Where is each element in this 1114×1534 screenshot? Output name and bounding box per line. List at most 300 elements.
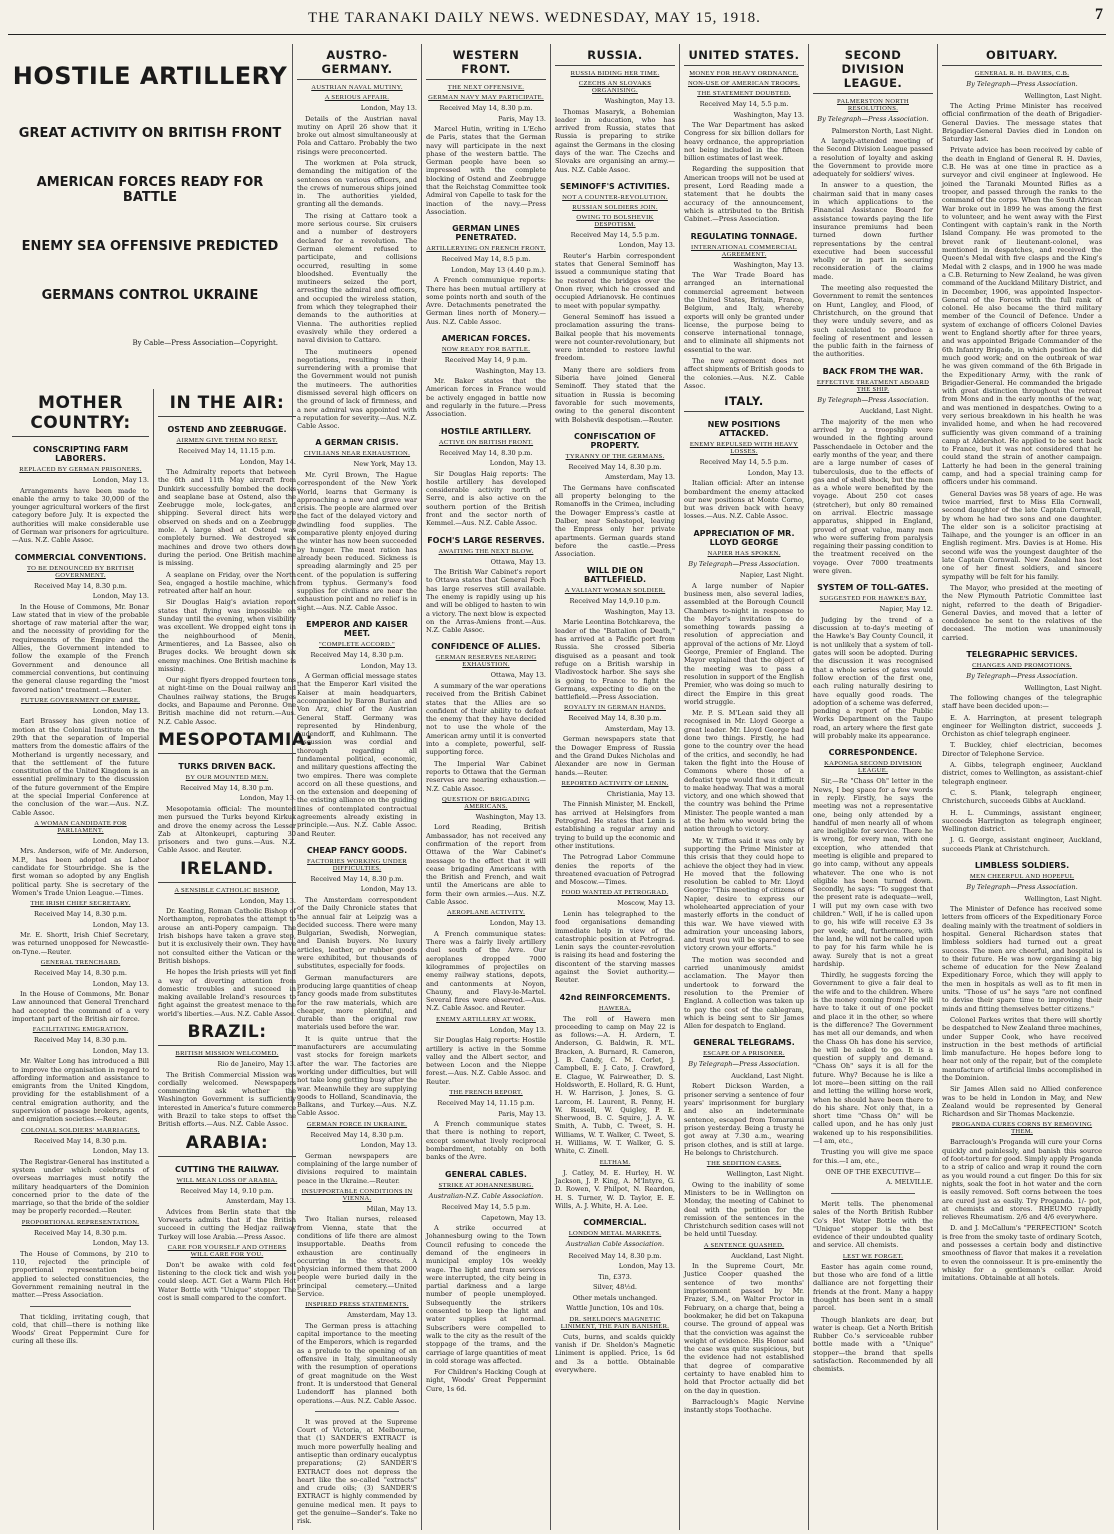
article-paragraph: In the House of Commons, Mr. Bonar Law stated that in view of the probable shortage of raw material after the war, and the necessity of providing for the requirements of the Empire and the Allies, the Government intended to follow the example of the French Government and denounce all commercial conventions, but continuing the general clause regarding the "most favored nation" treatment.—Reuter. (12, 602, 149, 694)
lead-byline: By Cable—Press Association—Copyright. (132, 339, 278, 347)
source-line: By Telegraph—Press Association. (966, 883, 1078, 892)
article-paragraph: The motion was seconded and carried unanimously amidst acclamation. The Mayor then undertook to forward the resolution to the Premier of England. A collection was taken up to pay the cost of the cablegram, which is being sent to Sir James Allen for despatch to England. (684, 955, 804, 1031)
dateline: Wellington, Last Night. (1024, 91, 1102, 100)
headline: GERMAN LINES PENETRATED. (452, 224, 520, 243)
dateline: Paris, May 13. (498, 1109, 546, 1118)
subheadline: ARTILLERYING ON FRENCH FRONT. (426, 245, 546, 253)
lead-subhead-3: ENEMY SEA OFFENSIVE PREDICTED (21, 239, 279, 254)
article-paragraph: Thirdly, he suggests forcing the Government to give a fair deal to the wife and to the children. Where is the money coming from? He will have to take it out of one pocket and place it in the other, so where is the difference? The Government has met all our demands, and when the Chass Oh has done his service, he will be asked to go. It is a question of supply and demand. "Chass Oh" says it is all for the future. Why? Because he is like a lot more—been sitting on the rail and letting the willing horse work, when he should have been there to do his share. Not only that, in a short time "Chass Oh" will be called upon, and he has only just wakened up to his responsibilities.—I am, etc., (813, 971, 933, 1146)
received-line: Received May 14,9.10 p.m. (569, 597, 661, 606)
subheadline: SUGGESTED FOR HAWKE'S BAY. (819, 595, 927, 603)
article-paragraph: The meeting also requested the Government to remit the sentences on Hunt, Langley, and Flood, of Christchurch, on the ground that they were unduly severe, and as such calculated to produce a feeling of resentment and lessen the public faith in the fairness of the authorities. (813, 284, 933, 359)
article-paragraph: Mr. Walter Long has introduced a Bill to improve the organisation in regard to affording information and assistance to emigrants from the United Kingdom, providing for the establishment of a central emigration authority, and the supervision of passage brokers, agents, and emigration societies.—Reuter. (12, 1057, 149, 1124)
article-paragraph: The British Commercial Mission was cordially welcomed. Newspapers commenting ask whether the Washington Government is sufficiently interested in America's future commerce with Brazil to take steps to offset the British efforts.—Aus. N.Z. Cable Assoc. (158, 1070, 296, 1129)
article-paragraph: A large number of Napier business men, also several ladies, assembled at the Borough Council Chambers to-night in response to the Mayor's invitation to do something towards passing a resolution of appreciation and approval of the actions of Mr. Lloyd George, Premier of England. The Mayor explained that the object of the meeting was to pass a resolution in support of the English Premier, who was doing so much to direct the Empire in this great world struggle. (684, 581, 804, 706)
subheadline: A SERIOUS AFFAIR. (324, 94, 390, 101)
article-paragraph: A French communique reports: There has been mutual artillery at some points north and south of the Avre. Detachments penetrated the German lines north of Monery.—Aus. N.Z. Cable Assoc. (426, 276, 546, 326)
source-line: By Telegraph—Press Association. (817, 395, 929, 404)
letter-signature-name: A. MELVILLE. (885, 1178, 933, 1187)
article-paragraph: Two Italian nurses, released from Vienna, state that the conditions of life there are almost insupportable. Deaths from exhaustion are continually occurring in the streets. A physician informed them that 2000 people were buried daily in the principal cemetery.—United Service. (297, 1215, 417, 1299)
dateline: London, May 13. (92, 592, 149, 601)
article-paragraph: In answer to a question, the chairman said that in many cases in which applications to the Financial Assistance Board for assistance towards paying the life insurance premiums had been turned down further representations by the central executive had been successful wholly or in part in securing reconsideration of the claims made. (813, 181, 933, 281)
article-paragraph: C. S. Plank, telegraph engineer, Christchurch, succeeds Gibbs at Auckland. (942, 788, 1102, 806)
advertisement-text: Though blankets are dear, but water is cheap. Get a North British Rubber Co.'s serviceable rubber bottle made with a "Unique" stopper—the brand that spells satisfaction. Recommended by all chemists. (813, 1315, 933, 1374)
section-title: OBITUARY. (942, 48, 1102, 66)
dateline: London, May 13. (360, 104, 417, 112)
subheadline: THE STATEMENT DOUBTED. (697, 90, 791, 97)
article-paragraph: Advices from Berlin state that the Vorwaerts admits that if the British succeed in cutting the Hedjaz railway Turkey will lose Arabia.—Press Assoc. (158, 1207, 296, 1241)
headline: CHEAP FANCY GOODS. (306, 845, 408, 855)
dateline: London, May 13. (360, 885, 417, 894)
received-line: Received May 14, 5.5 p.m. (570, 230, 660, 239)
dateline: Palmerston North, Last Night. (831, 126, 933, 135)
subheadline: AEROPLANE ACTIVITY. (446, 909, 526, 917)
subheadline: TYRANNY OF THE GERMANS. (565, 452, 665, 460)
subheadline: A SENTENCE QUASHED. (703, 1241, 785, 1249)
article-paragraph: J. Catley, M. E. Hurley, H. W. Jackson, J. P. King, A. M'Intyre, G. D. Rowen, V. Philpot, N. Reardon, H. S. Turner, W. D. Taylor, E. E. Wills, A. J. White, H. A. Lee. (555, 1168, 675, 1210)
source-line: By Telegraph—Press Association. (688, 1060, 800, 1069)
article-paragraph: Mr. Cyril Brown, The Hague correspondent of the New York World, learns that Germany is approaching a new and grave war crisis. The people are alarmed over the fact of the delayed victory and dwindling food supplies. The comparative plenty enjoyed during the winter has now been succeeded by hunger. The meat ration has already been reduced. Sickness is spreading alarmingly and 25 per cent. of the population is suffering from typhus. Germany's food supplies for civilians are near the exhaustion point and no relief is in sight.—Aus. N.Z. Cable Assoc. (297, 470, 417, 612)
article-paragraph: Arrangements have been made to enable the army to take 30,000 of the younger agricultural workers of the first category before July. It is expected the authorities will make considerable use of German war prisoners for agriculture.—Aus. N.Z. Cable Assoc. (12, 486, 149, 545)
advertisement-heading: DR. SHELDON'S MAGNETIC LINIMENT, THE PAIN BANISHER. (560, 1315, 670, 1330)
headline: SEMINOFF'S ACTIVITIES. (560, 181, 670, 191)
headline: COMMERCIAL. (583, 1218, 647, 1228)
article-paragraph: The Registrar-General has instituted a system under which celebrants of overseas marriages must notify the military headquarters of the Dominion concerned prior to the date of the marriage, so that the bride of the soldier may be properly recorded.—Reuter. (12, 1157, 149, 1216)
headline: EMPEROR AND KAISER MEET. (306, 620, 408, 639)
subheadline: GERMAN RESERVES NEARING EXHAUSTION. (435, 654, 537, 669)
subheadline: PROPORTIONAL REPRESENTATION. (21, 1218, 140, 1226)
subheadline: GERMAN FORCE IN UKRAINE. (306, 1120, 408, 1128)
lead-subhead-1: GREAT ACTIVITY ON BRITISH FRONT (18, 126, 282, 141)
article-paragraph: Sir James Allen said no Allied conference was to be held in London in May, and New Zealand would be represented by General Richardson and Sir Thomas Mackenzie. (942, 1085, 1102, 1119)
source-line: By Telegraph—Press Association. (817, 115, 929, 123)
article-paragraph: The Admiralty reports that between the 6th and 11th May aircraft from Dunkirk successfully bombed the docks and seaplane base at Ostend, also the Zeebrugge mole, lock-gates, and shipping. Several direct hits were observed on sheds and on a Zeebrugge mole. A large shed at Ostend was completely burned. We destroyed six machines and drove two others down during the period. One British machine is missing. (158, 468, 296, 568)
column-austro-germany (293, 44, 422, 1530)
received-line: Received May 14, 8.30 p.m. (439, 448, 533, 457)
dateline: London, May 13. (92, 706, 149, 715)
article-paragraph: The mutineers opened negotiations, resulting in their surrendering with a promise that the Government would not punish the mutineers. The authorities dismissed several high officers on the ground of lack of firmness, and a new admiral was appointed with a reputation for severity.—Aus. N.Z. Cable Assoc. (297, 347, 417, 431)
article-paragraph: Our night flyers dropped fourteen tons at night-time on the Douai railway and Chaulnes railway stations, the Bruges docks, and Bapaume and Peronne. One British machine did not return.—Aus. N.Z. Cable Assoc. (158, 676, 296, 726)
advertisement-heading: LEST WE FORGET. (842, 1252, 904, 1260)
market-line: Other metals unchanged. (572, 1293, 658, 1302)
article-paragraph: The Imperial War Cabinet reports to Ottawa that the German reserves are nearing exhaustion.—N.Z. Cable Assoc. (426, 759, 546, 793)
received-line: Received May 14, 11.15 p.m. (178, 447, 276, 455)
article-paragraph: Owing to the inability of some Ministers to be in Wellington on Monday, the meeting of Cabinet to deal with the petition for the remission of the sentences in the Christchurch sedition cases will not be held until Tuesday. (684, 1180, 804, 1239)
received-line: Received May 14, 8.30 p.m. (310, 1130, 404, 1139)
dateline: Moscow, May 13. (617, 899, 675, 908)
article-paragraph: Sir Douglas Haig reports: The hostile artillery has developed considerable activity north of Serre, and is also active on the southern portion of the British front and the sector north of Kemmel.—Aus. N.Z. Cable Assoc. (426, 469, 546, 528)
headline: FOCH'S LARGE RESERVES. (427, 535, 545, 545)
dateline: Washington, May 13. (475, 366, 546, 375)
source-line: By Telegraph—Press Association. (688, 559, 800, 568)
article-paragraph: The House of Commons, by 210 to 110, rejected the principle of proportional representation being applied to selected constituencies, the Government remaining neutral in the matter.—Press Association. (12, 1249, 149, 1300)
dateline: Rio de Janeiro, May 13. (217, 1060, 296, 1069)
dateline: London, May 13. (92, 1046, 149, 1055)
article-paragraph: Reuter's Harbin correspondent states that General Seminoff has issued a communique stating that he restored the bridges over the Onon river, which he crossed and occupied Adrianovsk. He continues to meet with popular sympathy. (555, 251, 675, 310)
article-paragraph: The German press is attaching capital importance to the meeting of the Emperors, which is regarded as a prelude to the opening of an offensive in Italy, simultaneously with the resumption of operations of great magnitude on the West front. It is understood that General Ludendorff has planned both operations.—Aus. N.Z. Cable Assoc. (297, 1321, 417, 1405)
article-paragraph: In the House of Commons, Mr. Bonar Law announced that General Trenchard had accepted the command of a very important part of the British air force. (12, 990, 149, 1023)
subheadline: NOW READY FOR BATTLE. (441, 346, 531, 354)
subheadline: FUTURE GOVERNMENT OF EMPIRE. (20, 696, 141, 704)
subheadline: TO BE DENOUNCED BY BRITISH GOVERNMENT. (26, 564, 135, 579)
divider (315, 1411, 399, 1412)
article-paragraph: German newspapers state that the Dowager Empress of Russia and the Grand Dukes Nicholas and Alexander are now in German hands.—Reuter. (555, 735, 675, 777)
subcolumn-mother-country (8, 389, 154, 1530)
section-title: WESTERN FRONT. (426, 48, 546, 80)
article-paragraph: J. G. George, assistant engineer, Auckland, succeeds Plank at Christchurch. (942, 836, 1102, 853)
article-paragraph: Marie Leontina Botchkareva, the leader of the "Battalion of Death," has arrived at a Pacific port from Russia. She crossed Siberia disguised as a peasant and took refuge on a British warship in Vladivostock harbor. She says she is going to France to fight the Germans, expecting to die on the battlefield.—Press Association. (555, 618, 675, 702)
advertisement-text: It was proved at the Supreme Court of Victoria, at Melbourne, that (1) SANDER'S EXTRACT is much more powerfully healing and antiseptic than ordinary eucalyptus preparations; (2) SANDER'S EXTRACT does not depress the heart like the so-called "extracts" and crude oils; (3) SANDER'S EXTRACT is highly commended by genuine medical men. It pays to get the genuine—Sander's. Take no risk. (297, 1417, 417, 1526)
subheadline: NAPIER HAS SPOKEN. (707, 549, 781, 557)
column-western-front (422, 44, 551, 1530)
dateline: Auckland, Last Night. (860, 407, 933, 416)
advertisement-heading: PROGANDA CURES CORNS BY REMOVING THEM. (951, 1121, 1093, 1136)
article-paragraph: The Minister of Defence has received some letters from officers of the Expeditionary Force dealing mainly with the treatment of soldiers in hospital. General Richardson states that limbless soldiers had turned out a great success. The men are cheerful, and hospital is to their future. He was now organising a big scheme of education for the New Zealand Expeditionary Force, which they will apply to the men in hospitals as well as to fit men in units. "Those of us" he says "are not confined to devise their spare time to improving their minds and fitting themselves better citizens." (942, 905, 1102, 1013)
headline: SYSTEM OF TOLL-GATES. (817, 583, 929, 593)
received-line: Received May 14, 8.30 p.m. (310, 874, 404, 883)
section-title: AUSTRO-GERMANY. (297, 48, 417, 80)
subheadline: ESCAPE OF A PRISONER. (703, 1050, 785, 1058)
headline: TELEGRAPHIC SERVICES. (966, 650, 1078, 659)
headline: COMMERCIAL CONVENTIONS. (14, 552, 147, 562)
subheadline: QUESTION OF BRIGADING AMERICANS. (442, 795, 530, 810)
lead-headline-block (12, 62, 288, 347)
dateline: London, May 13. (92, 979, 149, 988)
headline: CONFIDENCE OF ALLIES. (431, 642, 541, 652)
article-paragraph: Sir Douglas Haig's aviation report states that flying was impossible on Sunday until the evening, when visibility was excellent. We dropped eight tons in the neighbourhood of Menin, Armentieres, and La Bassee, also on Bruges docks. We brought down six enemy machines. One British machine is missing. (158, 598, 296, 673)
headline: REGULATING TONNAGE. (690, 231, 798, 241)
advertisement-text: Merit tells. The phenomenal sales of the North British Rubber Co's Hot Water Bottle with the "Unique" stopper is the best evidence of their undoubted quality and service. All chemists. (813, 1199, 933, 1250)
headline: 42nd REINFORCEMENTS. (559, 992, 671, 1002)
subheadline: ELTHAM. (599, 1158, 631, 1166)
received-line: Received May 14, 5.5 p.m. (699, 458, 789, 467)
article-paragraph: The Acting Prime Minister has received official confirmation of the death of Brigadier-General Davies. The message states that Brigadier-General Davies died in London on Saturday last. (942, 102, 1102, 144)
dateline: London, May 13. (239, 794, 296, 803)
headline: TURKS DRIVEN BACK. (178, 761, 276, 771)
dateline: Washington, May 13. (475, 812, 546, 821)
headline: WILL DIE ON BATTLEFIELD. (583, 566, 646, 585)
source-line: By Telegraph—Press Association. (966, 672, 1078, 680)
received-line: Received May 14, 11.15 p.m. (437, 1099, 535, 1108)
subheadline: ACTIVE ON BRITISH FRONT. (438, 438, 534, 446)
subheadline: GENERAL TRENCHARD. (40, 959, 121, 967)
subheadline: EFFECTIVE TREATMENT ABOARD THE SHIP. (816, 378, 930, 393)
dateline: London, May 13. (92, 920, 149, 929)
dateline: Washington, May 13. (733, 260, 804, 269)
subheadline: NON-USE OF AMERICAN TROOPS. (687, 80, 801, 87)
dateline: Wellington, Last Night. (726, 1170, 804, 1179)
dateline: London, May 13. (489, 459, 546, 468)
article-paragraph: The Amsterdam correspondent of the Daily Chronicle states that the annual fair at Leipzig was a decided success. There were many Bulgarian, Swedish, Norwegian, and Danish buyers. No luxury articles, leather, or rubber goods were exhibited, but thousands of substitutes, especially for foods. (297, 895, 417, 971)
dateline: London, May 14. (239, 457, 296, 466)
article-paragraph: The following changes of the telegraphic staff have been decided upon:— (942, 694, 1102, 711)
section-title: IN THE AIR: (158, 393, 296, 417)
headline: THE NEXT OFFENSIVE. (447, 84, 525, 91)
article-paragraph: The rising at Cattaro took a more serious course. Six cruisers and a number of destroyers declared for a revolution. The German element refused to participate, and collisions occurred, resulting in some bloodshed. Eventually the mutineers seized the port, arresting the admiral and officers, and occupied the wireless station, from which they telegraphed their demands to the authorities at Vienna. The authorities replied evasively while they ordered a naval division to Cattaro. (297, 211, 417, 345)
dateline: Napier, May 12. (879, 605, 933, 614)
dateline: London, May 13. (92, 1147, 149, 1156)
section-title: UNITED STATES. (684, 48, 804, 66)
received-line: Received May 14, 8.5 p.m. (441, 255, 531, 264)
received-line: Received May 14, 8.30 p.m. (310, 651, 404, 660)
article-paragraph: Sir Douglas Haig reports: Hostile artillery is active in the Somme valley and the Albert sector, and between Locon and the Nieppe forest.—Aus. N.Z. Cable Assoc. and Reuter. (426, 1036, 546, 1086)
received-line: Received May 14, 8.30 p.m. (180, 783, 274, 792)
dateline: Milan, May 13. (366, 1204, 417, 1213)
article-paragraph: The Germans have confiscated all property belonging to the Romanoffs in the Crimea, including the Dowager Empress's castle at Dalber, near Sebastopol, leaving the Empress only her private apartments. German guards stand before the castle.—Press Association. (555, 483, 675, 559)
received-line: Received May 14, 8.30 p.m. (568, 1251, 662, 1260)
source-line: Australian-N.Z. Cable Association. (428, 1191, 544, 1200)
advertisement-text: Don't be awake with cold feet listening to the clock tick and wish you could sleep. ACT. Get a Warm Pilch Hot Water Bottle with "Unique" stopper. The cost is small compared to the comfort. (158, 1260, 296, 1302)
article-paragraph: A French communique states: There was a fairly lively artillery duel south of the Avre. Our aeroplanes dropped 7000 kilogrammes of projectiles on enemy railway stations, depots, and cantonments at Noyon, Chauny, and Flavy-le-Martel. Several fires were observed.—Aus. N.Z. Cable Assoc. and Reuter. (426, 929, 546, 1013)
dateline: Amsterdam, May 13. (347, 1311, 417, 1320)
subheadline: A VALIANT WOMAN SOLDIER. (564, 587, 666, 595)
article-paragraph: The workmen at Pola struck, demanding the mitigation of the sentences on various officers, and the crews of numerous ships joined in. The authorities yielded, granting all the demands. (297, 158, 417, 209)
received-line: Received May 14, 8.30 p.m. (33, 1228, 128, 1237)
article-paragraph: A seaplane on Friday, over the North Sea, engaged a hostile machine, which retreated after half an hour. (158, 570, 296, 596)
subheadline: FOOD WANTED AT PETROGRAD. (561, 889, 669, 897)
subheadline: STRIKE AT JOHANNESBURG. (438, 1181, 534, 1189)
article-paragraph: The new agreement does not affect shipments of British goods to the colonies.—Aus. N.Z. Cable Assoc. (684, 357, 804, 390)
subheadline: FACTORIES WORKING UNDER DIFFICULTIES. (307, 857, 407, 872)
received-line: Received May 14, 8.30 p.m. (568, 462, 662, 471)
headline: CUTTING THE RAILWAY. (174, 1164, 280, 1174)
article-paragraph: German newspapers are complaining of the large number of divisions required to maintain peace in the Ukraine.—Reuter. (297, 1151, 417, 1185)
article-paragraph: Dr. Keating, Roman Catholic Bishop of Northampton, reprobates the attempt to arouse an anti-Popery campaign. The Irish bishops have taken a grave step, but it is exclusively their own. They have not consulted either the Vatican or the British bishops. (158, 907, 296, 965)
article-paragraph: He hopes the Irish priests will yet find a way of diverting attention from domestic troubles and succeed in making available Ireland's resources to fight against the greatest menace to the world's liberties.—Aus. N.Z. Cable Assoc. (158, 968, 296, 1018)
article-paragraph: Thomas Masaryk, a Bohemian leader in education, who has arrived from Russia, states that Russia is preparing to strike against the Germans in the closing days of the war. The Czechs and Slovaks are organising an army.—Aus. N.Z. Cable Assoc. (555, 107, 675, 174)
headline: OSTEND AND ZEEBRUGGE. (167, 425, 287, 434)
article-paragraph: A German official message states that the Emperor Karl visited the Kaiser at main headquarters, accompanied by Baron Burian and Von Arz, chief of the Austrian General Staff. Germany was represented by Hindenburg, Ludendorff, and Kuhlmann. The discussion was cordial and thorough regarding all fundamental political, economic, and military questions affecting the two empires. There was complete accord on all these questions, and on the extension and deepening of the existing alliance on the guiding lines of contemplated contractual agreements already existing in principle.—Aus. N.Z. Cable Assoc. and Reuter. (297, 672, 417, 838)
subheadline: THE FRENCH REPORT. (449, 1089, 523, 1097)
dateline: London, May 13. (489, 919, 546, 928)
received-line: Received May 14, 5.5 p.m. (699, 100, 789, 108)
subheadline: GERMAN NAVY MAY PARTICIPATE. (428, 94, 544, 101)
subheadline: AWAITING THE NEXT BLOW. (438, 547, 534, 555)
column-obituary (938, 44, 1106, 1530)
article-paragraph: The Finnish Minister, M. Enckell, has arrived at Helsingfors from Petrograd. He states that Lenin is establishing a regular army and trying to build up the economic and other institutions. (555, 800, 675, 850)
headline: MONEY FOR HEAVY ORDNANCE. (689, 70, 799, 77)
article-paragraph: E. A. Harrington, at present telegraph engineer for Wellington district, succeeds J. Orchiston as chief telegraph engineer. (942, 713, 1102, 739)
section-title: MESOPOTAMIA: (158, 730, 296, 754)
article-paragraph: German manufacturers are producing large quantities of cheap fancy goods made from substitutes for the raw materials, which are cheaper, more plentiful, and durable than the original raw materials used before the war. (297, 973, 417, 1032)
dateline: Amsterdam, May 13. (605, 473, 675, 482)
dateline: Ottawa, May 13. (490, 557, 546, 566)
headline: APPRECIATION OF MR. LLOYD GEORGE (693, 528, 795, 547)
article-paragraph: Colonel Parkes writes that there will shortly be despatched to New Zealand three machines, under Supper Cook, who have received instruction in the best methods of artificial limb manufacture. He hopes before long to hear not only of the repair, but of the complete manufacture of artificial limbs accomplished in the Dominion. (942, 1015, 1102, 1082)
headline: LIMBLESS SOLDIERS. (974, 861, 1070, 871)
article-paragraph: The War Department has asked Congress for six billion dollars for heavy ordnance, the appropriation not being included in the fifteen billion estimates of last week. (684, 121, 804, 163)
source-line: By Telegraph—Press Association. (966, 80, 1078, 88)
subheadline: ENEMY ARTILLERY AT WORK. (436, 1015, 536, 1023)
article-paragraph: Earl Brassey has given notice of motion at the Colonial Institute on the 29th that the separation of Imperial matters from the domestic affairs of the Motherland is urgently necessary, and that the settlement of the future constitution of the United Kingdom is an essential preliminary to the discussion of the future government of the Empire at the special Imperial Conference at the conclusion of the war.—Aus. N.Z. Cable Assoc. (12, 717, 149, 817)
dateline: Christiania, May 13. (606, 789, 675, 798)
received-line: Received May 14, 5.5 p.m. (441, 1203, 531, 1212)
subheadline: ENEMY REPULSED WITH HEAVY LOSSES. (689, 441, 799, 456)
lead-subhead-2: AMERICAN FORCES READY FOR BATTLE (36, 175, 264, 205)
dateline: New York, May 13. (353, 460, 417, 469)
received-line: Received May 14, 8.30 p.m. (33, 969, 128, 978)
received-line: Received May 14, 8.30 p.m. (439, 104, 533, 112)
article-paragraph: Trusting you will give me space for this.—I am, etc., (813, 1148, 933, 1165)
article-paragraph: The British War Cabinet's report to Ottawa states that General Foch has large reserves still available. The enemy is rapidly using up his and will be obliged to hasten to win a victory. The next blow is expected on the Arras-Amiens front.—Aus. N.Z. Cable Assoc. (426, 568, 546, 635)
subheadline: THE IRISH CHIEF SECRETARY. (30, 900, 131, 908)
subheadline: INSUPPORTABLE CONDITIONS IN VIENNA. (301, 1187, 413, 1202)
article-paragraph: The Petrograd Labor Commune denies the reports of the threatened evacuation of Petrograd and Moscow.—Times. (555, 853, 675, 887)
article-paragraph: Mr. P. S. M'Lean said they all recognised in Mr. Lloyd George a great leader. Mr. Lloyd George had done two things. Firstly, he had gone to the country over the head of the critics, and secondly, he had taken the fight into the House of Commons where those of a defeatist type would find it difficult to make headway. That was a moral victory, and one which showed that the country was behind the Prime Minister. The people wanted a man at the helm who would bring the nation through to victory. (684, 709, 804, 834)
article-paragraph: The majority of the men who arrived by a troopship were wounded in the fighting around Passchendaele in October and the early months of the year, and there are a large number of cases of tuberculosis, due to the effects of gas and of shell shock, but the men as a whole were benefited by the voyage. About 250 cot cases (stretcher), but only 80 remained on arrival. Electric massage apparatus, shipped in England, proved of great value, many men who were suffering from paralysis regaining their passing condition to the treatment received on the voyage. Over 7000 treatments were given. (813, 417, 933, 576)
dateline: Auckland, Last Night. (731, 1251, 804, 1260)
dateline: Wellington, Last Night. (1024, 894, 1102, 903)
dateline: Washington, May 13. (733, 110, 804, 119)
article-paragraph: General Davies was 58 years of age. He was twice married, first to Miss Ella Cornwall, second daughter of the late Captain Cornwall, by whom he had two sons and one daughter. The elder son is a solicitor practising at Taihape, and the younger is an officer in an English regiment. Mrs. Davies is at Home. His second wife was the youngest daughter of the late Captain Cornwall. New Zealand has lost one of her finest soldiers, and sincere sympathy will be felt for his family. (942, 489, 1102, 581)
subheadline: COLONIAL SOLDIERS' MARRIAGES. (21, 1126, 140, 1134)
article-paragraph: Lord Reading, British Ambassador, has not received any confirmation of the report from Ottawa of the War Cabinet's message to the effect that it will cease brigading Americans with the British and French, and wait until the Americans are able to form their own armies.—Aus. N.Z. Cable Assoc. (426, 823, 546, 907)
dateline: London, May 13. (239, 896, 296, 905)
headline: HOSTILE ARTILLERY. (440, 426, 532, 436)
masthead (8, 4, 1106, 35)
lead-headline: HOSTILE ARTILLERY (12, 62, 288, 90)
article-paragraph: Marcel Hutin, writing in L'Echo de Paris, states that the German navy will participate in the next phase of the western battle. The German people have been so impressed with the complete blocking of Ostend and Zeebrugge that the Reichstag Committee took Admiral von Capelle to task for the inaction of the navy.—Press Association. (426, 125, 546, 216)
section-title: BRAZIL: (158, 1022, 296, 1046)
headline: CORRESPONDENCE. (828, 748, 918, 758)
article-paragraph: In the Supreme Court, Mr. Justice Cooper quashed the sentence of two months' imprisonment passed by Mr. Frazer, S.M., on Walter Proctor in February, on a charge that, being a bookmaker, he did bet on Takapuna course. The ground of appeal was that the conviction was against the weight of evidence. His Honor said the case was quite suspicious, but the evidence had not established that degree of comparative certainty to have enabled him to hold that Proctor actually did bet on the day in question. (684, 1262, 804, 1395)
article-paragraph: Robert Dickson Warden, a prisoner serving a sentence of four years' imprisonment for burglary and also an indeterminate sentence, escaped from Tomaranui prison yesterday. Being a trusty he got away at 7.30 a.m., wearing prison clothes, and is still at large. He belongs to Christchurch. (684, 1082, 804, 1157)
article-paragraph: General Seminoff has issued a proclamation assuring the trans-Baikal people that his movements were not counter-revolutionary, but were intended to restore lawful freedom. (555, 312, 675, 363)
advertisement-text: Easter has again come round, but those who are fond of a little dalliance are not forgetting their friends at the front. Many a happy thought has been sent in a small parcel. (813, 1262, 933, 1313)
headline: BACK FROM THE WAR. (822, 366, 924, 376)
subheadline: THE SEDITION CASES. (706, 1160, 782, 1168)
received-line: Received May 14, 8.30 p.m. (33, 581, 128, 590)
dateline: London, May 13. (747, 468, 804, 477)
masthead-title: THE TARANAKI DAILY NEWS. WEDNESDAY, MAY 15, 1918. (308, 10, 761, 26)
subheadline: AIRMEN GIVE THEM NO REST. (176, 437, 278, 444)
headline: A GERMAN CRISIS. (315, 438, 399, 448)
subheadline: FACILITATING EMIGRATION. (32, 1026, 129, 1034)
dateline: London, May 13 (4.40 p.m.). (451, 265, 546, 274)
subheadline: WILL MEAN LOSS OF ARABIA. (176, 1176, 278, 1184)
page-number: 7 (1095, 6, 1104, 23)
column-russia (551, 44, 680, 1530)
subheadline: HAWERA. (598, 1004, 632, 1012)
article-paragraph: T. Buckley, chief electrician, becomes Director of Telephone Service. (942, 741, 1102, 758)
article-paragraph: Judging by the trend of a discussion at to-day's meeting of the Hawke's Bay County Council, it is not unlikely that a system of toll-gates will soon be adopted. During the discussion it was recognised that a whole series of gates would follow erection of the first one, each ruling naturally desiring to have equally good roads. The adoption of a scheme was deferred, pending a report of the Public Works Department on the Taupo road, an artery where the first gate will probably make its appearance. (813, 615, 933, 741)
divider (831, 1193, 915, 1194)
article-paragraph: A largely-attended meeting of the Second Division League passed a resolution of loyalty and asking the Government to provide more adequately for soldiers' wives. (813, 137, 933, 179)
article-paragraph: Sir,—Re "Chass Oh" letter in the News, I beg space for a few words in reply. Firstly, he says the meeting was not a representative one, being only attended by a handful of men nearly all of whom are ineligible for service. There he is wrong, for every man, with one exception, who attended that meeting is eligible and prepared to go into camp, without any appeals whatever. The one who is not eligible has been turned down. Secondly, he says: "To suggest that the present rate is adequate—well, I will put my own case with two children." Well, if he is called upon to go, his wife will receive £3 3s per week; and, furthermore, with the land, he will not be called upon to pay for his farm while he is away. Surely that is not a great hardship. (813, 777, 933, 968)
subheadline: ROYALTY IN GERMAN HANDS. (564, 704, 666, 712)
subheadline: NOT A COUNTER-REVOLUTION. (562, 193, 668, 201)
section-title: IRELAND. (158, 859, 296, 883)
subheadline: PALMERSTON NORTH RESOLUTIONS. (836, 98, 909, 112)
article-paragraph: Private advice has been received by cable of the death in England of General R. H. Davies, C.B. He was at one time in practice as a surveyor and civil engineer at Inglewood. He joined the Taranaki Mounted Rifles as a trooper, and passed through the ranks to the command of the corps. When the South African War broke out in 1899 he was among the first to volunteer, and he went away with the First Contingent with captain's rank in the North Island Company. He was promoted to the brevet rank of lieutenant-colonel, was mentioned in despatches, and received the Queen's Medal with five clasps and the King's Medal with 2 clasps, and in 1900 he was made a C.B. Returning to New Zealand, he was given command of the Auckland Military District, and in December, 1906, was appointed Inspector-General of the Forces with the full rank of colonel. He also became the third military member of the Council of Defence. Under a system of exchange of officers Colonel Davies went to England shortly after for three years, and was appointed Brigade Commander of the 6th Infantry Brigade, in which position he did much good work; and on the outbreak of war he was given command of the 6th Brigade in the Expeditionary Army, with the rank of Brigadier-General. He commanded the brigade with great distinction throughout the retreat from Mons and in the early months of the war, and was mentioned in despatches. Owing to a very serious breakdown in his health he was invalided home, and when he had recovered sufficiently was given command of a training camp at Aldershot. He applied to be sent back to France, but it was not considered that he could stand the strain of another campaign. Latterly he had been in the general training camp, and had a special training camp for officers under his command. (942, 146, 1102, 487)
subheadline: KAPONGA SECOND DIVISION LEAGUE. (824, 760, 922, 775)
subcolumn-in-the-air (154, 389, 314, 1530)
market-line: Silver, 48½d. (592, 1283, 638, 1292)
article-paragraph: Lenin has telegraphed to the food organisations demanding immediate help in view of the catastrophic position at Petrograd. Lenin says the counter-revolution is raising its head and fostering the discontent of the starving masses against the Soviet authority.—Reuter. (555, 909, 675, 985)
headline: AUSTRIAN NAVAL MUTINY. (311, 84, 403, 91)
article-paragraph: Italian official: After an intense bombardment the enemy attacked our new positions at Monte Corno, but was driven back with heavy losses.—Aus. N.Z. Cable Assoc. (684, 479, 804, 521)
advertisement-text: Cuts, burns, and scalds quickly vanish if Dr. Sheldon's Magnetic Liniment is applied. Price, 1s 6d and 3s a bottle. Obtainable everywhere. (555, 1332, 675, 1374)
market-line: Tin, £373. (598, 1272, 632, 1281)
dateline: Paris, May 13. (498, 114, 546, 123)
headline: GENERAL TELEGRAMS. (693, 1038, 795, 1048)
subheadline: REPLACED BY GERMAN PRISONERS. (19, 466, 142, 473)
subheadline: INTERNATIONAL COMMERCIAL AGREEMENT. (690, 243, 798, 258)
dateline: London, May 13. (92, 1239, 149, 1248)
section-title: ITALY. (684, 394, 804, 412)
advertisement-text: Barraclough's Magic Nervine instantly stops Toothache. (684, 1397, 804, 1415)
subheadline: A SENSIBLE CATHOLIC BISHOP. (174, 886, 280, 894)
dateline: Washington, May 13. (604, 607, 675, 616)
headline: NEW POSITIONS ATTACKED. (707, 420, 781, 439)
dateline: Auckland, Last Night. (731, 1071, 804, 1080)
divider (30, 1306, 131, 1307)
received-line: Received May 14, 8.30 p.m. (33, 1036, 128, 1045)
article-paragraph: A. Gibbs, telegraph engineer, Auckland district, comes to Wellington, as assistant-chief telegraph engineer. (942, 761, 1102, 786)
section-title: ARABIA: (158, 1133, 296, 1157)
subheadline: CZECHS AN SLOVAKS ORGANISING. (578, 80, 652, 94)
column-lead (8, 44, 314, 1530)
dateline: London, May 13. (618, 241, 675, 250)
advertisement-text: Barraclough's Proganda will cure your Corns quickly and painlessly, and banish this source of foot-torture for good. Simply apply Proganda to a strip of calico and wrap it round the corn as you would round a cut finger. Do this for six nights, soak the foot in hot water and the corn is easily removed. Soft corns between the toes are cured just as easily. Try Proganda. 1/- pot, at chemists and stores. RHEUMO rapidly relieves Rheumatism. 2/6 and 4/6 everywhere. (942, 1138, 1102, 1222)
dateline: Napier, Last Night. (739, 571, 804, 580)
dateline: London, May 13. (92, 476, 149, 484)
article-paragraph: Mr. Baker states that the American forces in France would be actively engaged in battle now and regularly in the future.—Press Association. (426, 377, 546, 419)
headline: CONFISCATION OF PROPERTY. (574, 431, 656, 450)
headline: AMERICAN FORCES. (441, 334, 531, 344)
article-paragraph: The roll of Hawera men proceeding to camp on May 22 is as follows:—A. H. Ardern, T. Anderson, G. Baldwin, R. M'L. Bracken, A. Burnard, R. Cameron, J. B. Candy, C. M. Corlet, J. Campbell, E. J. Cato, J. Crawford, E. Clague, W. Fairweather, D. S. Holdsworth, E. Hollard, R. G. Hunt, H. W. Harrison, J. Jones, S. G. Larcom, H. Laurent, R. Penny, H. W. Russell, W. Quigley, P. E. Sherwood, B. C. Squire, J. A. W. Smith, A. Tubb, C. Tweet, S. H. Williams, W. T. Walker, C. Tweet, S. H. Williams, W. T. Walker, G. S. White, C. Zinell. (555, 1014, 675, 1156)
headline: GENERAL R. H. DAVIES, C.B. (974, 70, 1070, 77)
article-paragraph: H. L. Cummings, assistant engineer, succeeds Harrington as telegraph engineer, Wellington district. (942, 808, 1102, 834)
dateline: Washington, May 13. (604, 97, 675, 105)
column-second-division-league (809, 44, 938, 1530)
dateline: London, May 13. (360, 661, 417, 670)
dateline: Ottawa, May 13. (490, 671, 546, 680)
column-united-states (680, 44, 809, 1530)
received-line: Received May 14, 9 p.m. (444, 356, 528, 365)
received-line: Received May 14, 8.30 p.m. (33, 910, 128, 919)
headline: RUSSIA BIDING HER TIME. (570, 70, 660, 77)
subheadline: OWING TO BOLSHEVIK DESPOTISM. (576, 213, 654, 228)
subheadline: BRITISH MISSION WELCOMED. (175, 1050, 279, 1058)
article-paragraph: Mrs. Anderson, wife of Mr. Anderson, M.P., has been adopted as Labor candidate for Stourbridge. She is the first woman so adopted by any English political party. She is secretary of the Women's Trade Union League.—Times. (12, 847, 149, 897)
article-paragraph: Mesopotamia official: The mounted men pursued the Turks beyond Kirkuk and drove the enemy across the Lesser Zab at Altonkeupri, capturing 30 prisoners and two guns.—Aus. N.Z. Cable Assoc. and Reuter. (158, 804, 296, 855)
subheadline: CHANGES AND PROMOTIONS. (972, 662, 1072, 669)
section-title: RUSSIA. (555, 48, 675, 66)
subheadline: RUSSIAN SOLDIERS JOIN. (572, 203, 658, 211)
received-line: Received May 14, 8.30 p.m. (568, 714, 662, 723)
subheadline: A WOMAN CANDIDATE FOR PARLIAMENT. (34, 819, 127, 834)
subheadline: BY OUR MOUNTED MEN. (185, 773, 269, 781)
article-paragraph: The War Trade Board has arranged an international commercial agreement between the United States, Britain, France, Belgium, and Italy, whereby exports will only be granted under license, the purpose being to conserve international tonnage, and to eliminate all shipments not essential to the war. (684, 271, 804, 354)
article-paragraph: It is quite untrue that the manufacturers are accumulating vast stocks for foreign markets after the war. The factories are working under difficulties, but will not take long getting busy after the war. Meanwhile they are supplying goods to Holland, Scandinavia, the Balkans, and Turkey.—Aus. N.Z. Cable Assoc. (297, 1034, 417, 1118)
advertisement-heading: CARE FOR YOURSELF AND OTHERS WILL CARE FOR YOU. (167, 1243, 287, 1258)
article-paragraph: Regarding the supposition that American troops will not be used at present, Lord Reading made a statement that he doubts the accuracy of the announcement, which is attributed to the British Cabinet.—Press Association. (684, 165, 804, 224)
subheadline: CIVILIANS NEAR EXHAUSTION. (303, 450, 411, 458)
dateline: London, May 13. (360, 1141, 417, 1150)
subheadline: MEN CHEERFUL AND HOPEFUL (969, 873, 1075, 881)
advertisement-text: For Children's Hacking Cough at night, Woods' Great Peppermint Cure, 1s 6d. (426, 1368, 546, 1393)
article-paragraph: A summary of the war operations received from the British Cabinet states that the Allies are so confident of their ability to defeat the enemy that they have decided not to use the whole of the American army until it is converted into a complete, powerful, self-supporting force. (426, 681, 546, 757)
dateline: London, May 13. (92, 836, 149, 845)
dateline: London, May 13. (489, 1025, 546, 1034)
letter-signature: ONE OF THE EXECUTIVE— (825, 1167, 921, 1176)
lead-subcolumns (8, 389, 314, 1530)
dateline: London, May 13. (618, 1262, 675, 1271)
advertisement-text: That tickling, irritating cough, that cold, that chill—there is nothing like Woods' Great Peppermint Cure for curing all these ills. (12, 1312, 149, 1346)
article-paragraph: A strike occurred at Johannesburg owing to the Town Council refusing to concede the demand of the engineers in municipal employ 10s weekly wage. The light and tram services were interrupted, the city being in partial darkness and a large number of people unemployed. Subsequently the strikers consented to keep the light and water supplies at normal. Subscribers were compelled to walk to the city as the result of the stoppage of the trams, and the carriage of large quantities of meat in cold storage was affected. (426, 1224, 546, 1365)
headline: GENERAL CABLES. (445, 1169, 527, 1179)
